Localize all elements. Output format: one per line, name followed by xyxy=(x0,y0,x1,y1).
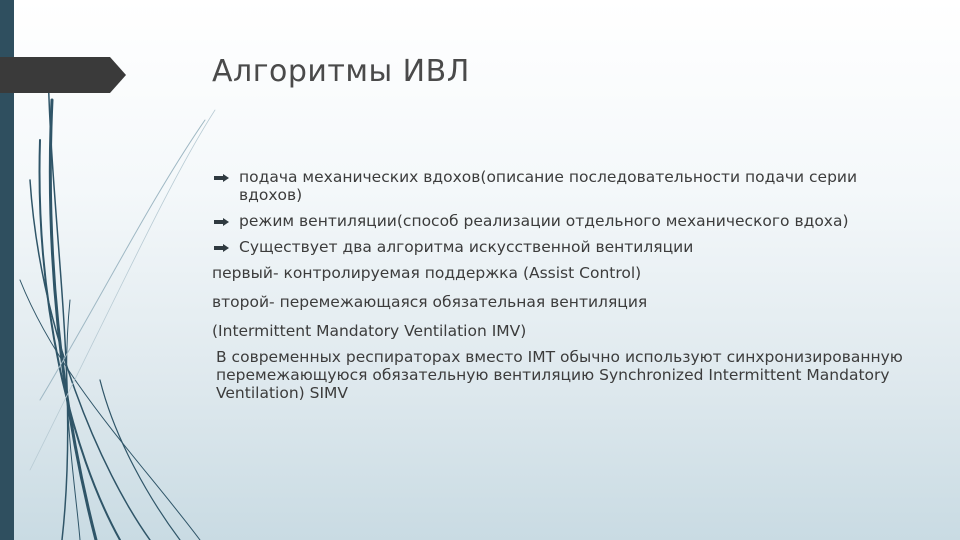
paragraph: второй- перемежающаяся обязательная вентиляция xyxy=(212,293,648,311)
paragraph: (Intermittent Mandatory Ventilation IMV) xyxy=(212,322,527,340)
hand-pointer-icon xyxy=(214,242,230,254)
bullet-item xyxy=(212,238,912,256)
bullet-item xyxy=(212,212,912,230)
bullet-text: режим вентиляции(способ реализации отдельного механического вдоха) xyxy=(239,212,849,230)
slide-title: Алгоритмы ИВЛ xyxy=(212,54,470,89)
final-paragraph: В современных респираторах вместо IMT обычно используют синхронизированную перемежающуюся обязательную вентиляцию Synchronized Intermittent Mandatory Ventilation) SIMV xyxy=(216,348,903,402)
hand-pointer-icon xyxy=(214,216,230,228)
bullet-text: Существует два алгоритма искусственной вентиляции xyxy=(239,238,694,256)
slide-content xyxy=(212,168,912,413)
paragraph: первый- контролируемая поддержка (Assist Control) xyxy=(212,264,642,282)
hand-pointer-icon xyxy=(214,172,230,184)
bullet-item xyxy=(212,168,912,204)
bullet-text: подача механических вдохов(описание последовательности подачи серии вдохов) xyxy=(239,168,858,204)
